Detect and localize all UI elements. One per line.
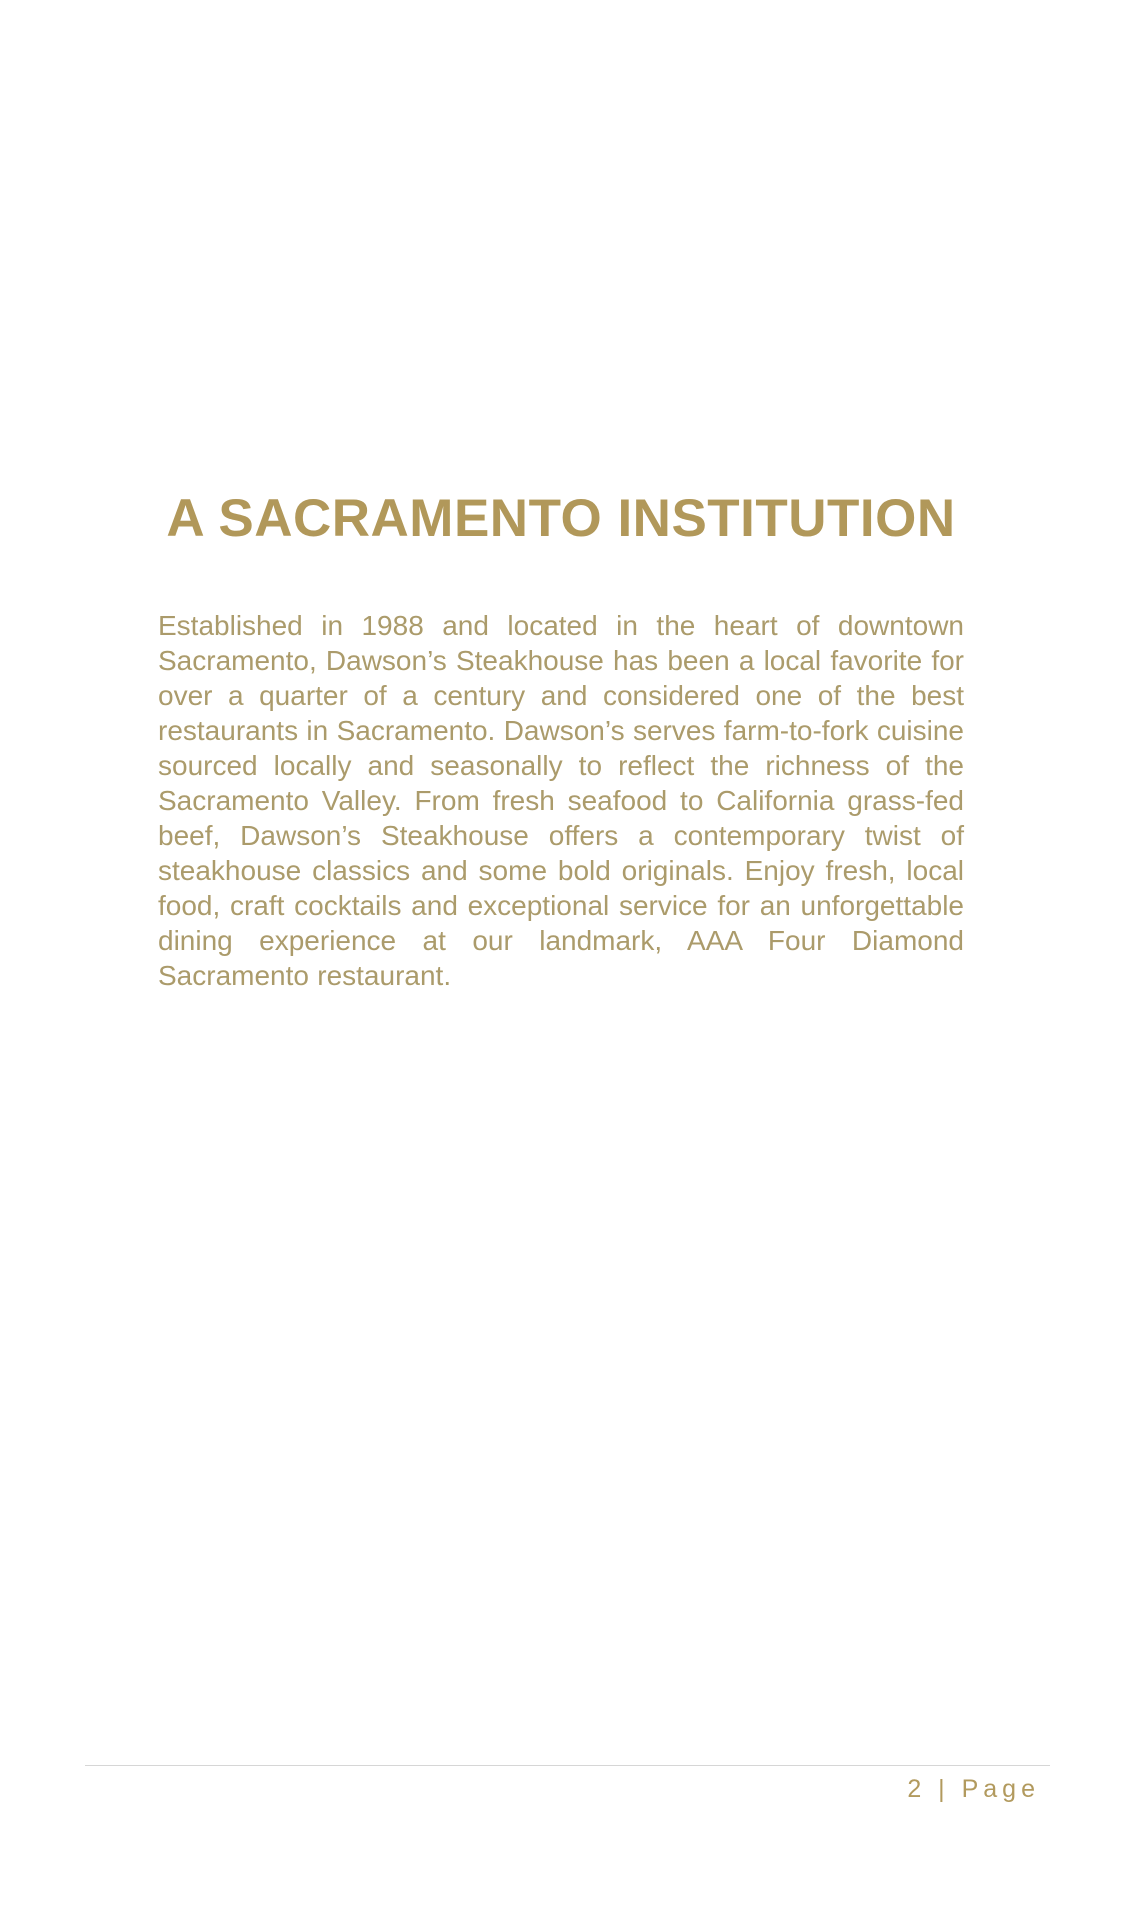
page-number-label: 2 | Page [907, 1775, 1040, 1803]
section-heading: A SACRAMENTO INSTITUTION [166, 489, 956, 548]
intro-paragraph: Established in 1988 and located in the heart of downtown Sacramento, Dawson’s Steakhouse has been a local favorite for over a quarter of a century and considered one of the best restaurants in Sacramento. Dawson’s serves farm-to-fork cuisine sourced locally and seasonally to reflect the richness of the Sacramento Valley. From fresh seafood to California grass-fed beef, Dawson’s Steakhouse offers a contemporary twist of steakhouse classics and some bold originals. Enjoy fresh, local food, craft cocktails and exceptional service for an unforgettable dining experience at our landmark, AAA Four Diamond Sacramento restaurant. [158, 610, 964, 991]
footer-divider [85, 1765, 1050, 1766]
